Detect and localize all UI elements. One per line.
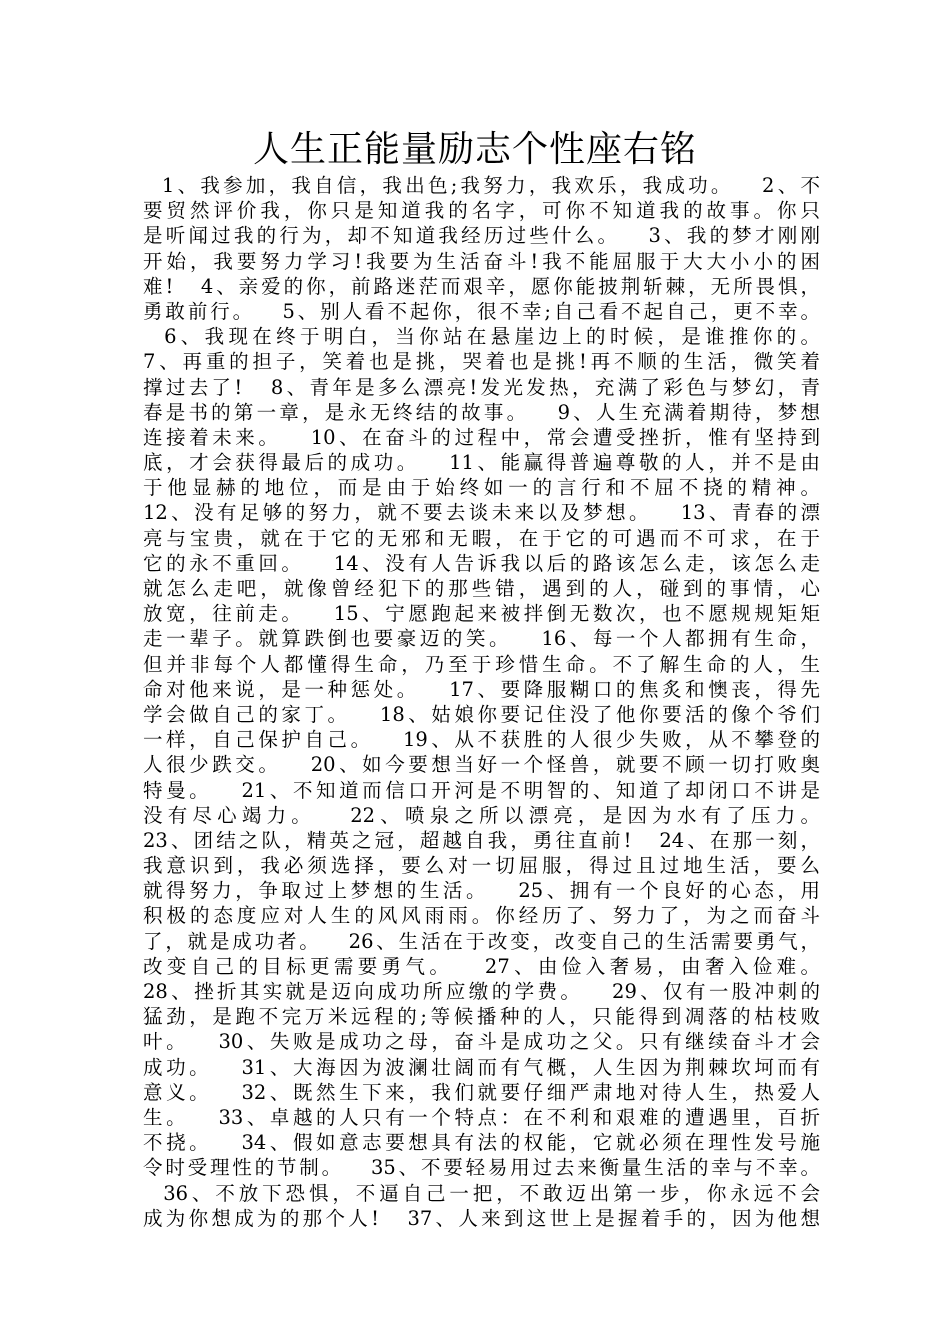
text-line: 亮与宝贵，就在于它的无邪和无暇，在于它的可遇而不可求，在于 [143, 526, 820, 550]
text-line: 连接着未来。 10、在奋斗的过程中，常会遭受挫折，惟有坚持到 [143, 425, 820, 449]
text-line: 12、没有足够的努力，就不要去谈未来以及梦想。 13、青春的漂 [143, 501, 820, 525]
text-line: 勇敢前行。 5、别人看不起你，很不幸;自己看不起自己，更不幸。 [143, 299, 820, 323]
text-line: 一样，自己保护自己。 19、从不获胜的人很少失败，从不攀登的 [143, 728, 820, 752]
text-line: 生。 33、卓越的人只有一个特点：在不利和艰难的遭遇里，百折 [143, 1105, 820, 1129]
text-line: 23、团结之队，精英之冠，超越自我，勇往直前! 24、在那一刻， [143, 828, 820, 852]
text-line: 学会做自己的家丁。 18、姑娘你要记住没了他你要活的像个爷们 [143, 702, 820, 726]
text-line: 特曼。 21、不知道而信口开河是不明智的、知道了却闭口不讲是 [143, 778, 820, 802]
text-line: 放宽，往前走。 15、宁愿跑起来被拌倒无数次，也不愿规规矩矩 [143, 602, 820, 626]
text-line: 28、挫折其实就是迈向成功所应缴的学费。 29、仅有一股冲刺的 [143, 980, 820, 1003]
text-line: 6、我现在终于明白，当你站在悬崖边上的时候，是谁推你的。 [143, 325, 820, 349]
text-line: 叶。 30、失败是成功之母，奋斗是成功之父。只有继续奋斗才会 [143, 1030, 820, 1054]
text-line: 没有尽心竭力。 22、喷泉之所以漂亮，是因为水有了压力。 [143, 803, 820, 827]
text-line: 底，才会获得最后的成功。 11、能赢得普遍尊敬的人，并不是由 [143, 451, 820, 475]
text-line: 不挠。 34、假如意志要想具有法的权能，它就必须在理性发号施 [143, 1131, 820, 1155]
text-line: 就得努力，争取过上梦想的生活。 25、拥有一个良好的心态，用 [143, 879, 820, 903]
text-line: 撑过去了! 8、青年是多么漂亮!发光发热，充满了彩色与梦幻，青 [143, 375, 820, 399]
text-line: 开始，我要努力学习!我要为生活奋斗!我不能屈服于大大小小的困 [143, 249, 820, 273]
text-line: 我意识到，我必须选择，要么对一切屈服，得过且过地生活，要么 [143, 854, 820, 878]
text-line: 是听闻过我的行为，却不知道我经历过些什么。 3、我的梦才刚刚 [143, 224, 820, 248]
text-line: 猛劲，是跑不完万米远程的;等候播种的人，只能得到凋落的枯枝败 [143, 1005, 820, 1029]
text-line: 成功。 31、大海因为波澜壮阔而有气概，人生因为荆棘坎坷而有 [143, 1055, 820, 1079]
text-line: 命对他来说，是一种惩处。 17、要降服糊口的焦炙和懊丧，得先 [143, 677, 820, 701]
text-line: 意义。 32、既然生下来，我们就要仔细严肃地对待人生，热爱人 [143, 1080, 820, 1104]
text-line: 人很少跌交。 20、如今要想当好一个怪兽，就要不顾一切打败奥 [143, 753, 820, 777]
text-line: 走一辈子。就算跌倒也要豪迈的笑。 16、每一个人都拥有生命， [143, 627, 820, 651]
text-line: 了，就是成功者。 26、生活在于改变，改变自己的生活需要勇气， [143, 929, 820, 953]
text-line: 要贸然评价我，你只是知道我的名字，可你不知道我的故事。你只 [143, 199, 820, 223]
text-line: 难! 4、亲爱的你，前路迷茫而艰辛，愿你能披荆斩棘，无所畏惧， [143, 274, 820, 298]
text-line: 积极的态度应对人生的风风雨雨。你经历了、努力了，为之而奋斗 [143, 904, 820, 928]
text-line: 7、再重的担子，笑着也是挑，哭着也是挑!再不顺的生活，微笑着 [143, 350, 820, 374]
text-line: 春是书的第一章，是永无终结的故事。 9、人生充满着期待，梦想 [143, 400, 820, 424]
text-line: 它的永不重回。 14、没有人告诉我以后的路该怎么走，该怎么走 [143, 551, 820, 575]
text-line: 改变自己的目标更需要勇气。 27、由俭入奢易，由奢入俭难。 [143, 954, 820, 978]
text-line: 但并非每个人都懂得生命，乃至于珍惜生命。不了解生命的人，生 [143, 652, 820, 676]
text-line: 成为你想成为的那个人! 37、人来到这世上是握着手的，因为他想 [143, 1206, 820, 1230]
text-line: 36、不放下恐惧，不逼自己一把，不敢迈出第一步，你永远不会 [143, 1181, 820, 1205]
text-line: 就怎么走吧，就像曾经犯下的那些错，遇到的人，碰到的事情，心 [143, 577, 820, 600]
text-line: 于他显赫的地位，而是由于始终如一的言行和不屈不挠的精神。 [143, 476, 820, 500]
text-line: 1、我参加，我自信，我出色;我努力，我欢乐，我成功。 2、不 [143, 174, 820, 197]
text-line: 令时受理性的节制。 35、不要轻易用过去来衡量生活的幸与不幸。 [143, 1156, 820, 1180]
document-title: 人生正能量励志个性座右铭 [252, 129, 697, 170]
document-body [143, 173, 820, 1231]
